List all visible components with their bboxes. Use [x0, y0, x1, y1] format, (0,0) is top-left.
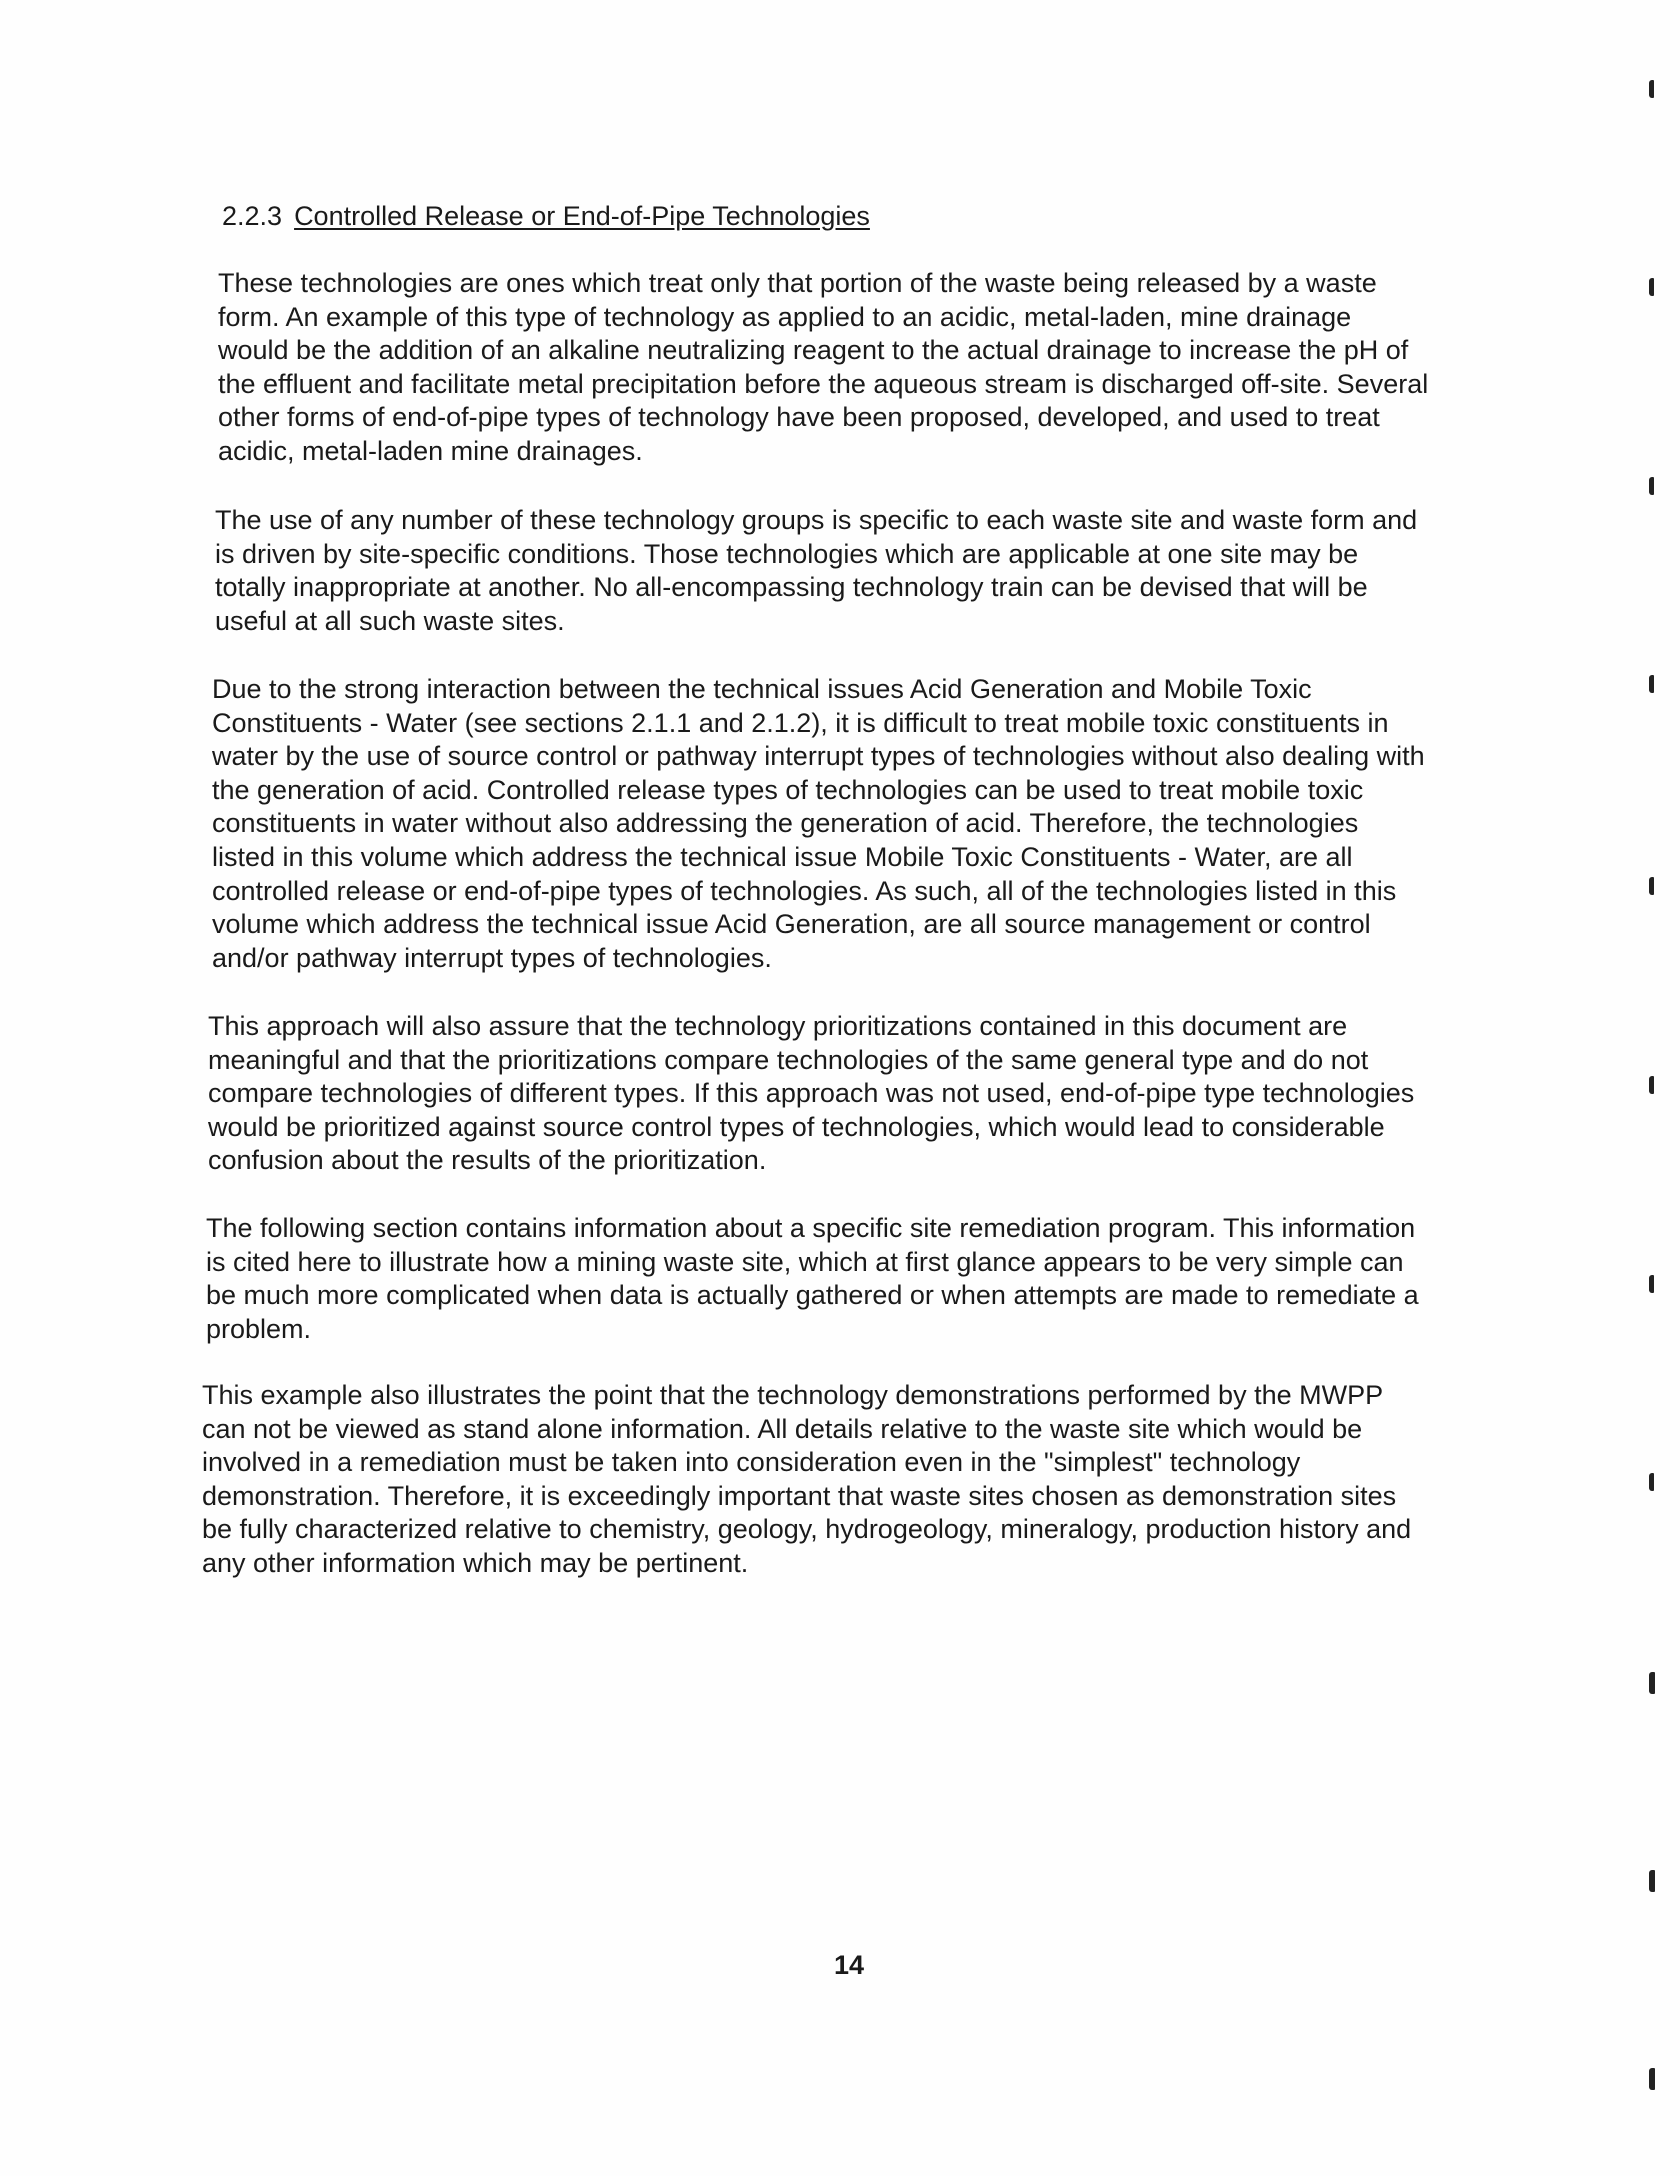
text-line: totally inappropriate at another. No all-encompassing technology train can be devised that will be: [215, 572, 1368, 603]
text-line: The use of any number of these technology groups is specific to each waste site and waste form and: [215, 505, 1418, 535]
text-line: is driven by site-specific conditions. Those technologies which are applicable at one site may be: [215, 538, 1359, 569]
text-line: compare technologies of different types. If this approach was not used, end-of-pipe type technologies: [208, 1078, 1415, 1109]
text-line: the generation of acid. Controlled release types of technologies can be used to treat mobile toxic: [212, 774, 1364, 805]
paragraph-prioritization-approach: [208, 1010, 1414, 1178]
paragraph-mwpp-demonstrations: [202, 1379, 1411, 1581]
text-line: would be prioritized against source control types of technologies, which would lead to considerable: [208, 1111, 1385, 1142]
text-line: water by the use of source control or pathway interrupt types of technologies without also dealing with: [212, 741, 1425, 772]
text-line: is cited here to illustrate how a mining waste site, which at first glance appears to be very simple can: [206, 1246, 1404, 1277]
text-line: volume which address the technical issue Acid Generation, are all source management or control: [212, 909, 1371, 940]
binding-hole-mark: [1649, 477, 1654, 495]
binding-hole-mark: [1649, 80, 1654, 98]
text-line: form. An example of this type of technology as applied to an acidic, metal-laden, mine drainage: [218, 301, 1352, 332]
text-line: would be the addition of an alkaline neutralizing reagent to the actual drainage to increase the pH of: [218, 335, 1409, 366]
text-line: problem.: [206, 1313, 312, 1344]
text-line: can not be viewed as stand alone information. All details relative to the waste site which would be: [202, 1413, 1363, 1444]
binding-hole-mark: [1649, 1275, 1654, 1293]
binding-hole-mark: [1649, 1870, 1655, 1892]
text-line: be much more complicated when data is actually gathered or when attempts are made to remediate a: [206, 1280, 1419, 1311]
paragraph-remediation-program: [206, 1212, 1419, 1346]
text-line: confusion about the results of the prioritization.: [208, 1145, 767, 1176]
binding-hole-mark: [1649, 2068, 1655, 2090]
binding-hole-mark: [1649, 1672, 1655, 1694]
text-line: other forms of end-of-pipe types of technology have been proposed, developed, and used to treat: [218, 402, 1380, 433]
section-title: Controlled Release or End-of-Pipe Technologies: [294, 201, 870, 231]
text-line: The following section contains information about a specific site remediation program. This information: [206, 1213, 1416, 1243]
text-line: be fully characterized relative to chemistry, geology, hydrogeology, mineralogy, production history and: [202, 1514, 1412, 1545]
binding-hole-mark: [1649, 877, 1654, 895]
text-line: any other information which may be pertinent.: [202, 1547, 749, 1578]
text-line: and/or pathway interrupt types of technologies.: [212, 942, 772, 973]
paragraph-end-of-pipe-definition: [218, 267, 1428, 469]
text-line: This example also illustrates the point that the technology demonstrations performed by the MWPP: [202, 1380, 1384, 1410]
paragraph-site-specific: [215, 504, 1417, 638]
binding-hole-mark: [1649, 278, 1654, 296]
text-line: Constituents - Water (see sections 2.1.1 and 2.1.2), it is difficult to treat mobile toxic constituents in: [212, 707, 1389, 738]
text-line: the effluent and facilitate metal precipitation before the aqueous stream is discharged off-site. Several: [218, 368, 1429, 399]
page-number: 14: [834, 1950, 865, 1980]
binding-hole-mark: [1649, 1473, 1654, 1491]
text-line: useful at all such waste sites.: [215, 605, 565, 636]
binding-hole-mark: [1649, 1076, 1654, 1094]
text-line: These technologies are ones which treat only that portion of the waste being released by a waste: [218, 268, 1377, 298]
text-line: listed in this volume which address the technical issue Mobile Toxic Constituents - Water, are all: [212, 841, 1353, 872]
text-line: acidic, metal-laden mine drainages.: [218, 435, 643, 466]
paragraph-acid-generation-interaction: [212, 673, 1425, 975]
text-line: constituents in water without also addressing the generation of acid. Therefore, the technologies: [212, 808, 1359, 839]
text-line: Due to the strong interaction between the technical issues Acid Generation and Mobile Toxic: [212, 674, 1312, 704]
text-line: demonstration. Therefore, it is exceedingly important that waste sites chosen as demonstration sites: [202, 1480, 1397, 1511]
binding-hole-mark: [1649, 675, 1654, 693]
text-line: meaningful and that the prioritizations compare technologies of the same general type and do not: [208, 1044, 1369, 1075]
section-heading: [222, 199, 870, 233]
text-line: involved in a remediation must be taken into consideration even in the "simplest" technology: [202, 1447, 1301, 1478]
text-line: controlled release or end-of-pipe types of technologies. As such, all of the technologies listed in this: [212, 875, 1397, 906]
section-number: 2.2.3: [222, 201, 283, 231]
text-line: This approach will also assure that the technology prioritizations contained in this document are: [208, 1011, 1348, 1041]
